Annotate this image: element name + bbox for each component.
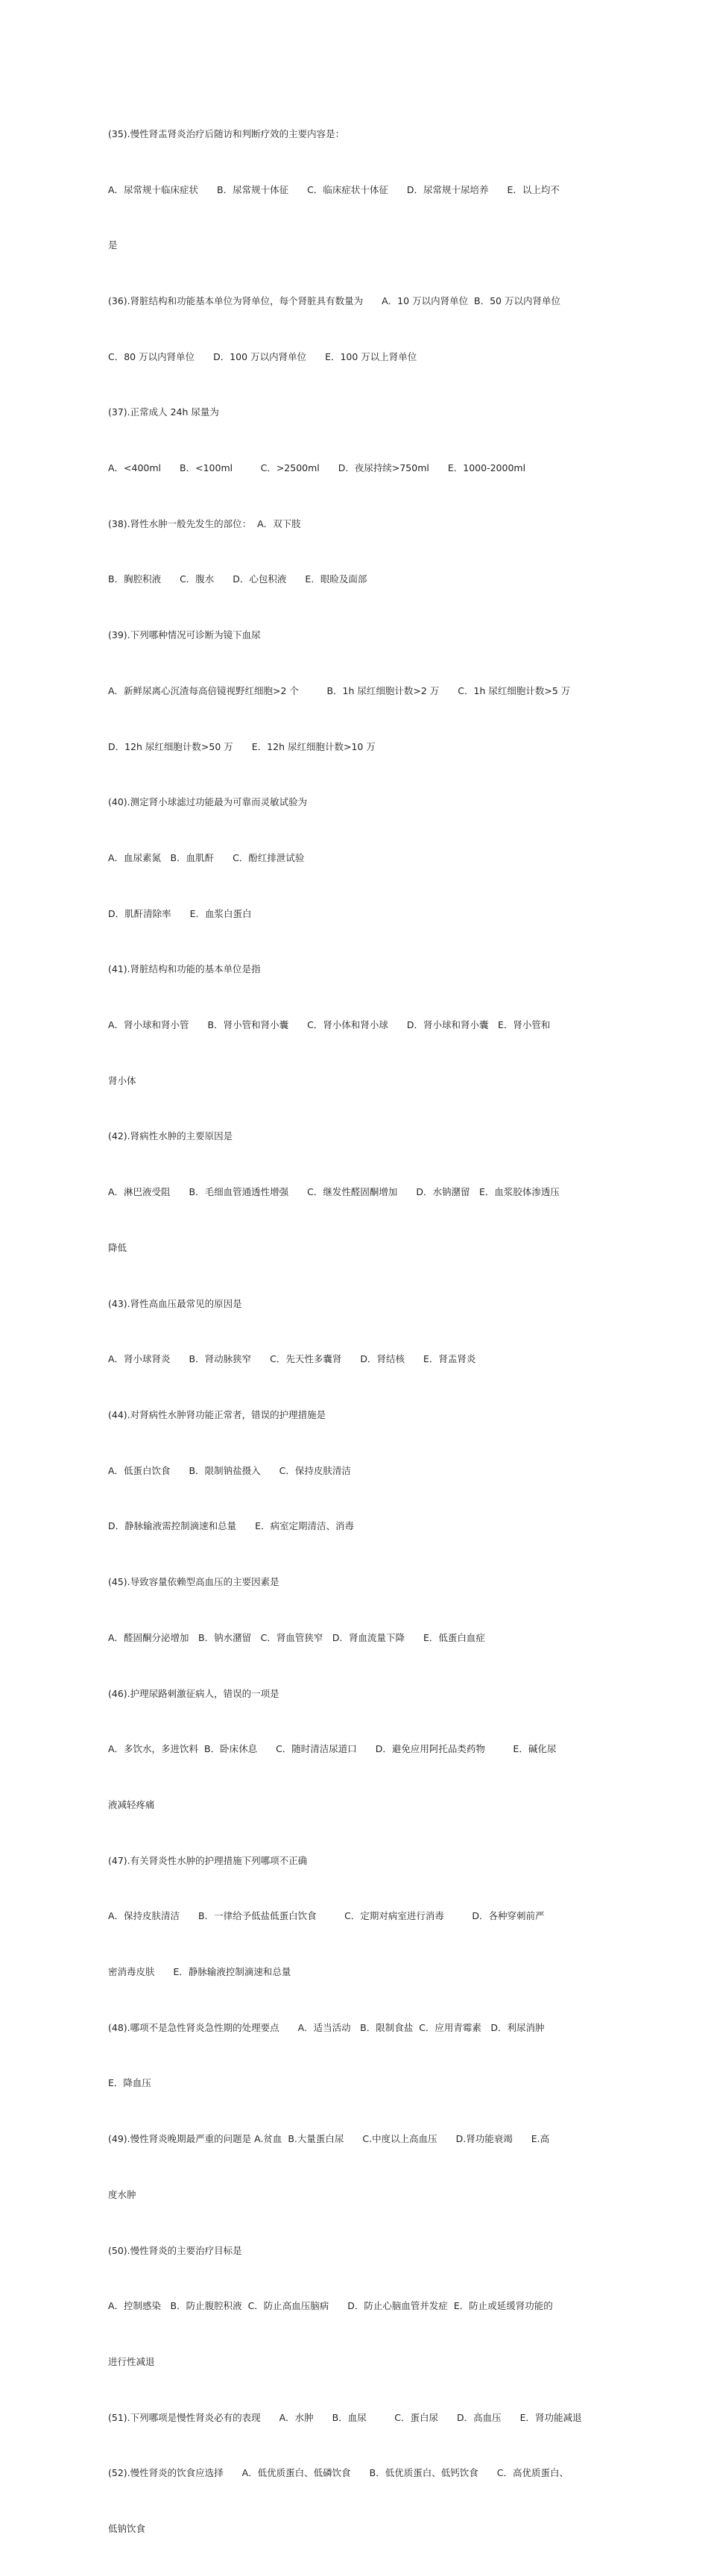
text-line-q46-options: A．多饮水，多进饮料 B．卧床休息 C．随时清洁尿道口 D．避免应用阿托品类药物 E．碱化尿 xyxy=(108,1743,557,1755)
text-line-q39-options: A．新鲜尿离心沉渣每高倍镜视野红细胞>2 个 B．1h 尿红细胞计数>2 万 C．1h 尿红细胞计数>5 万 xyxy=(108,684,571,696)
text-line-q43: (43).肾性高血压最常见的原因是 xyxy=(108,1297,242,1309)
text-line-q43-options: A．肾小球肾炎 B．肾动脉狭窄 C．先天性多囊肾 D．肾结核 E．肾盂肾炎 xyxy=(108,1353,476,1365)
text-line-q44-options-cont: D．静脉输液需控制滴速和总量 E．病室定期清洁、消毒 xyxy=(108,1520,355,1532)
text-line-q49: (49).慢性肾炎晚期最严重的问题是 A.贫血 B.大量蛋白尿 C.中度以上高血压 D.肾功能衰竭 E.高 xyxy=(108,2133,550,2145)
text-line-q42-options: A．淋巴液受阻 B．毛细血管通透性增强 C．继发性醛固酮增加 D．水钠潴留 E．血浆胶体渗透压 xyxy=(108,1186,560,1198)
text-line-q37: (37).正常成人 24h 尿量为 xyxy=(108,406,219,418)
text-line-q42-options-cont: 降低 xyxy=(108,1241,127,1253)
text-line-q35-options: A．尿常规十临床症状 B．尿常规十体征 C．临床症状十体征 D．尿常规十尿培养 E．以上均不 xyxy=(108,183,560,195)
document-body xyxy=(108,88,604,2576)
text-line-q40-options-cont: D．肌酐清除率 E．血浆白蛋白 xyxy=(108,907,252,919)
text-line-q40-options: A．血尿素氮 B．血肌酐 C．酚红排泄试验 xyxy=(108,851,305,863)
text-line-q48-options-cont: E．降血压 xyxy=(108,2077,151,2089)
text-line-q39-options-cont: D．12h 尿红细胞计数>50 万 E．12h 尿红细胞计数>10 万 xyxy=(108,740,376,752)
text-line-q47-options: A．保持皮肤清洁 B．一律给予低盐低蛋白饮食 C．定期对病室进行消毒 D．各种穿刺前严 xyxy=(108,1910,545,1922)
text-line-q48: (48).哪项不是急性肾炎急性期的处理要点 A．适当活动 B．限制食盐 C．应用青霉素 D．利尿消肿 xyxy=(108,2021,545,2033)
text-line-q41-options-cont: 肾小体 xyxy=(108,1074,136,1086)
text-line-q46-options-cont: 液减轻疼痛 xyxy=(108,1798,155,1810)
text-line-q52: (52).慢性肾炎的饮食应选择 A．低优质蛋白、低磷饮食 B．低优质蛋白、低钙饮食 C．高优质蛋白、 xyxy=(108,2467,569,2479)
text-line-q52-options-cont: 低钠饮食 xyxy=(108,2523,146,2535)
text-line-q50-options-cont: 进行性减退 xyxy=(108,2355,155,2367)
text-line-q42: (42).肾病性水肿的主要原因是 xyxy=(108,1130,233,1142)
text-line-q36: (36).肾脏结构和功能基本单位为肾单位，每个肾脏具有数量为 A．10 万以内肾单位 B．50 万以内肾单位 xyxy=(108,295,560,306)
text-line-q41: (41).肾脏结构和功能的基本单位是指 xyxy=(108,963,261,975)
text-line-q35: (35).慢性肾盂肾炎治疗后随访和判断疗效的主要内容是： xyxy=(108,127,345,139)
text-line-q50-options: A．控制感染 B．防止腹腔积液 C．防止高血压脑病 D．防止心脑血管并发症 E．防止或延缓肾功能的 xyxy=(108,2300,553,2312)
text-line-q40: (40).测定肾小球滤过功能最为可靠而灵敏试验为 xyxy=(108,796,308,808)
text-line-q51: (51).下列哪项是慢性肾炎必有的表现 A．水肿 B．血尿 C．蛋白尿 D．高血压 E．肾功能减退 xyxy=(108,2411,582,2423)
text-line-q50: (50).慢性肾炎的主要治疗目标是 xyxy=(108,2244,242,2256)
text-line-q38-options: B．胸腔积液 C．腹水 D．心包积液 E．眼睑及面部 xyxy=(108,573,367,585)
text-line-q35-options-cont: 是 xyxy=(108,239,118,251)
text-line-q46: (46).护理尿路刺激征病人，错误的一项是 xyxy=(108,1687,279,1699)
text-line-q45-options: A．醛固酮分泌增加 B．钠水潴留 C．肾血管狭窄 D．肾血流量下降 E．低蛋白血症 xyxy=(108,1631,485,1643)
text-line-q36-options: C．80 万以内肾单位 D．100 万以内肾单位 E．100 万以上肾单位 xyxy=(108,350,417,362)
text-line-q37-options: A．<400ml B．<100ml C．>2500ml D．夜尿持续>750ml E．1000-2000ml xyxy=(108,462,526,474)
text-line-q45: (45).导致容量依赖型高血压的主要因素是 xyxy=(108,1576,279,1588)
text-line-q49-options-cont: 度水肿 xyxy=(108,2188,136,2200)
text-line-q38: (38).肾性水肿一般先发生的部位： A．双下肢 xyxy=(108,517,301,529)
text-line-q47-options-cont: 密消毒皮肤 E．静脉输液控制滴速和总量 xyxy=(108,1966,291,1978)
text-line-q44-options: A．低蛋白饮食 B．限制钠盐摄入 C．保持皮肤清洁 xyxy=(108,1464,351,1476)
text-line-q47: (47).有关肾炎性水肿的护理措施下列哪项不正确 xyxy=(108,1854,308,1866)
text-line-q44: (44).对肾病性水肿肾功能正常者，错误的护理措施是 xyxy=(108,1408,326,1420)
text-line-q41-options: A．肾小球和肾小管 B．肾小管和肾小囊 C．肾小体和肾小球 D．肾小球和肾小囊 E．肾小管和 xyxy=(108,1019,551,1031)
text-line-q39: (39).下列哪种情况可诊断为镜下血尿 xyxy=(108,629,261,641)
